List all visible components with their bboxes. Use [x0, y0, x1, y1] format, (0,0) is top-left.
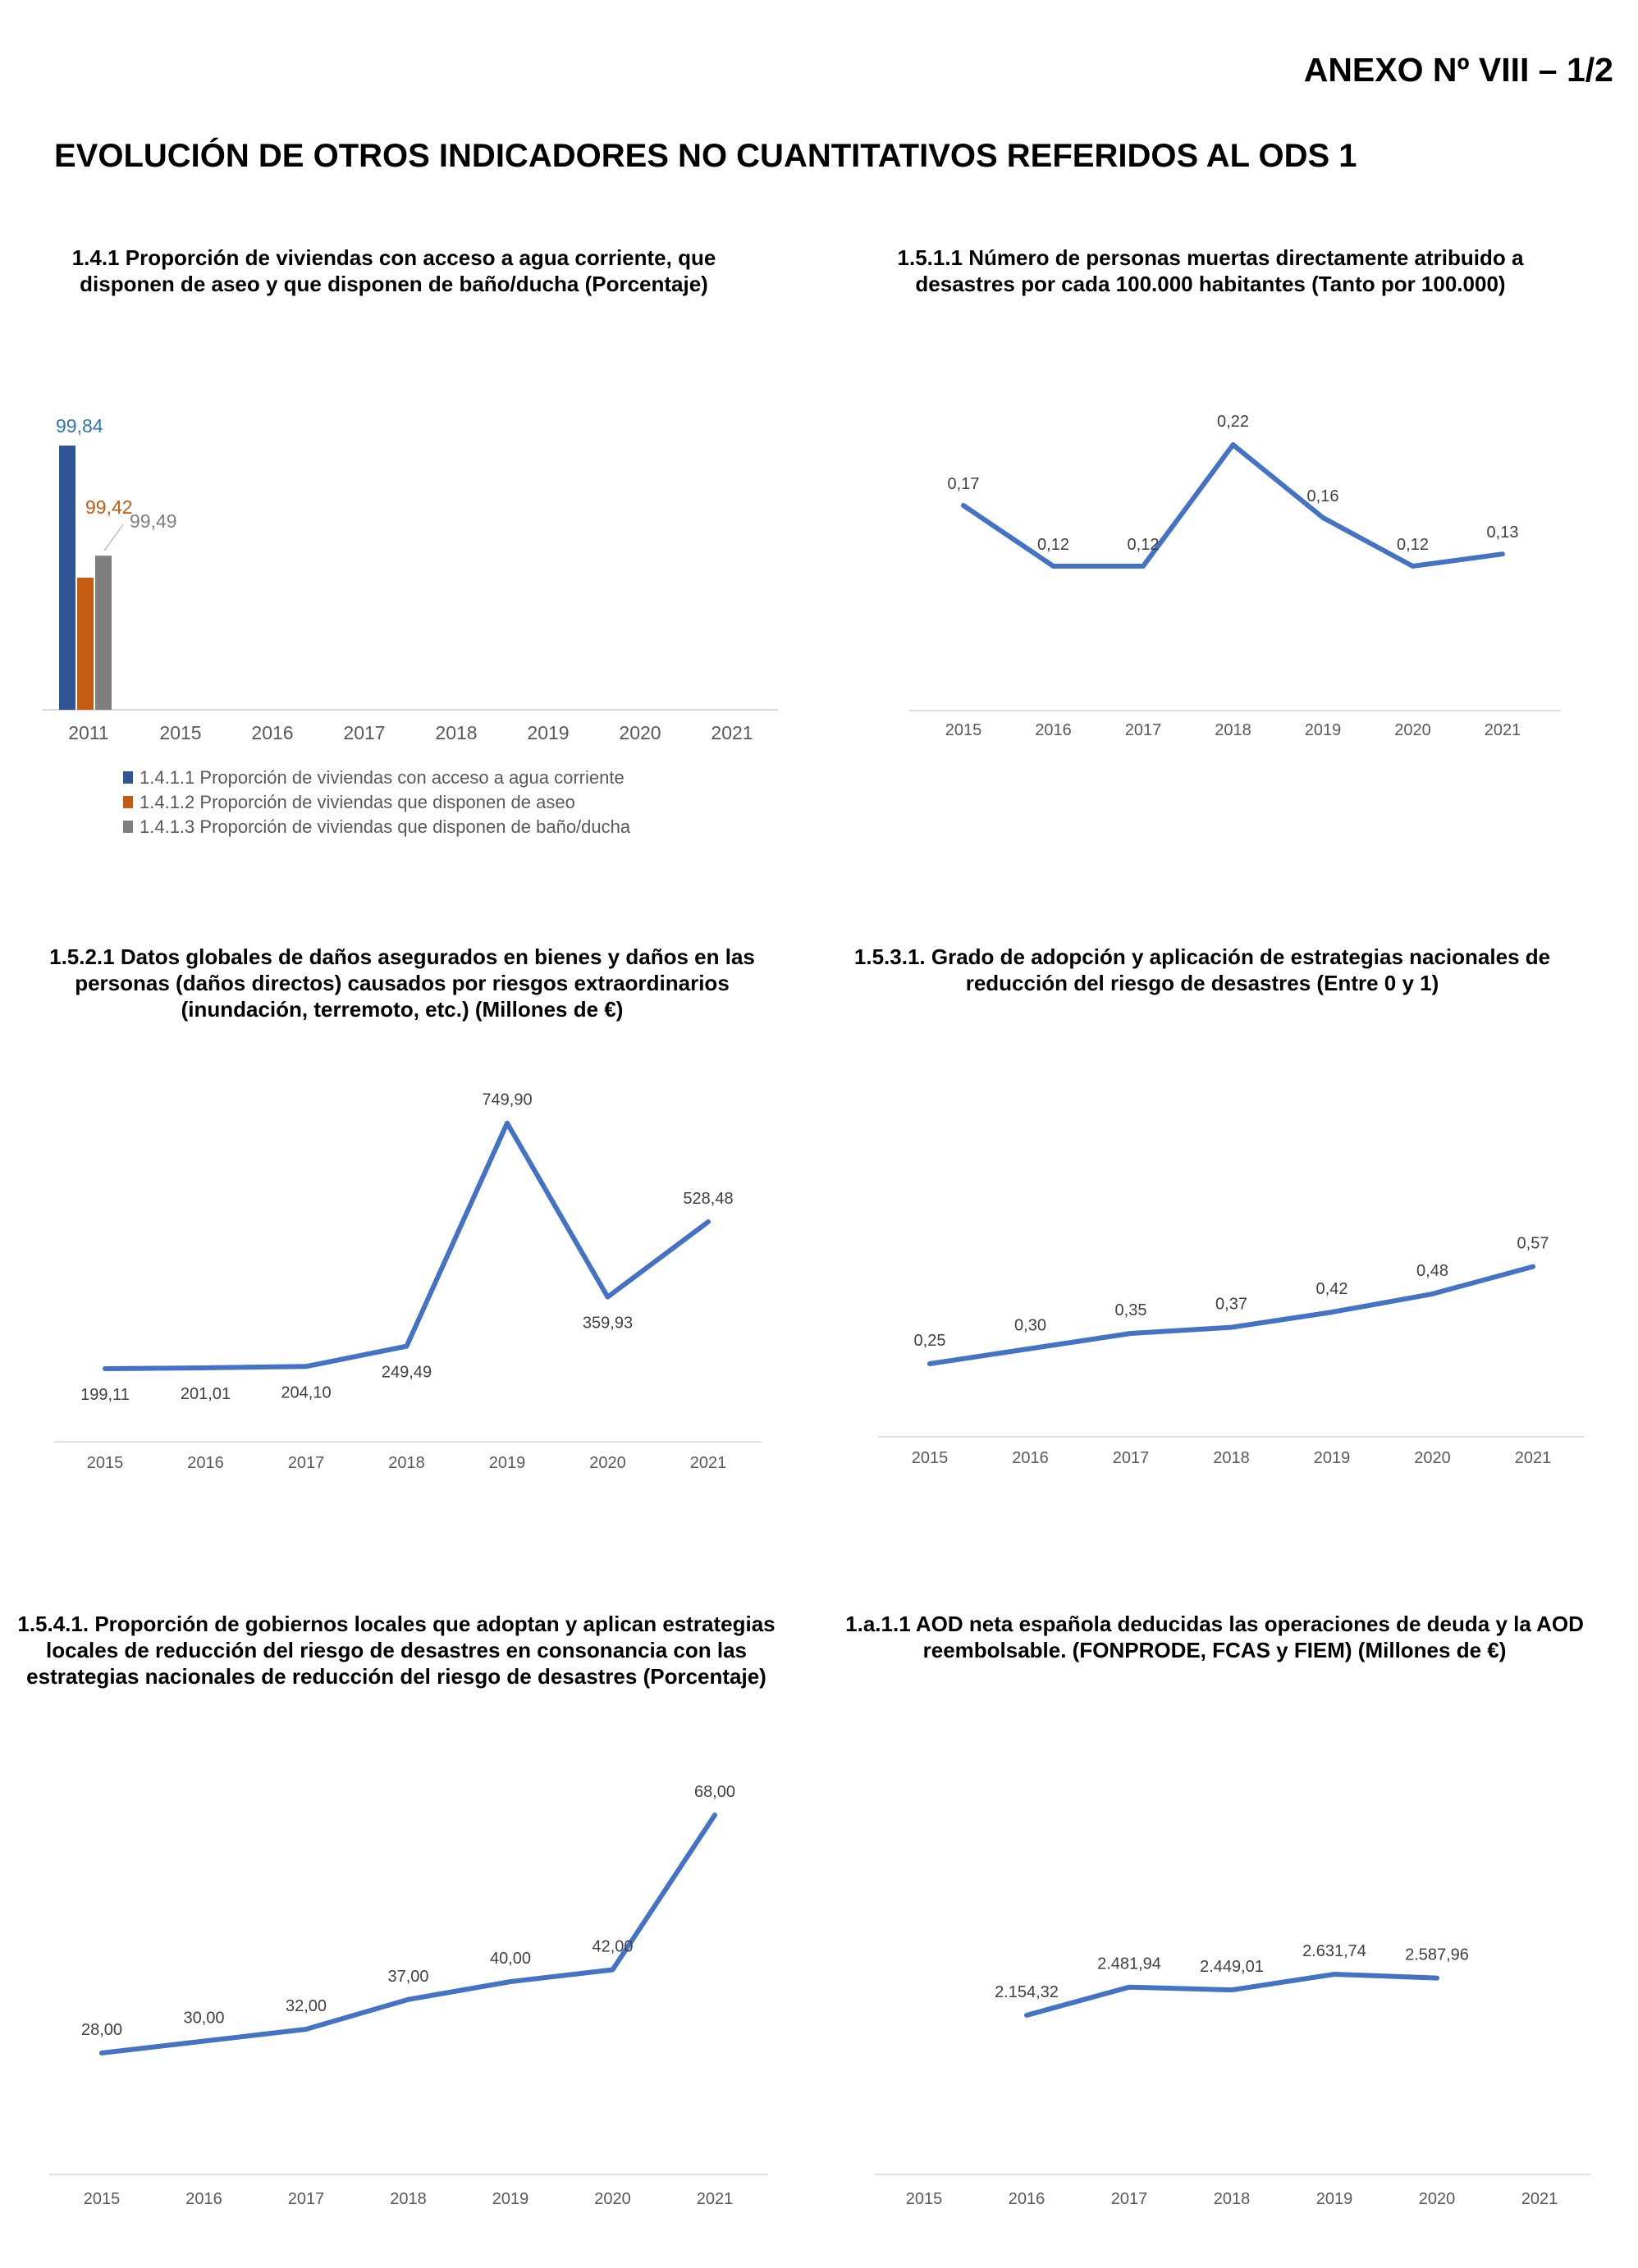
data-label: 99,42	[85, 496, 133, 518]
data-label: 0,37	[1215, 1295, 1247, 1314]
legend-entry: 1.4.1.2 Proporción de viviendas que disponen de aseo	[140, 792, 575, 812]
page-title: EVOLUCIÓN DE OTROS INDICADORES NO CUANTITATIVOS REFERIDOS AL ODS 1	[54, 138, 1357, 174]
legend-entry: 1.4.1.3 Proporción de viviendas que disponen de baño/ducha	[140, 816, 631, 837]
data-label: 99,49	[130, 510, 177, 533]
data-label: 0,57	[1517, 1234, 1549, 1253]
bar	[77, 578, 94, 710]
data-label: 2.449,01	[1200, 1958, 1264, 1977]
leader-line	[104, 524, 123, 551]
data-label: 749,90	[482, 1091, 533, 1109]
data-label: 201,01	[180, 1384, 231, 1403]
chart-title-1-5-4-1: 1.5.4.1. Proporción de gobiernos locales que adoptan y aplican estrategias locales de reducción del riesgo de desastres en consonancia con las estrategias nacionales de reducción del riesgo de desastres (Porcentaje)	[17, 1612, 776, 1689]
data-label: 0,22	[1217, 413, 1249, 431]
chart-title-1-a-1-1: 1.a.1.1 AOD neta española deducidas las operaciones de deuda y la AOD reembolsable. (FONPRODE, FCAS y FIEM) (Millones de €)	[845, 1612, 1584, 1662]
series-line	[1027, 1974, 1437, 2015]
x-tick-label: 2021	[1521, 2190, 1558, 2208]
x-tick-label: 2017	[1124, 721, 1162, 739]
x-tick-label: 2018	[388, 1454, 425, 1472]
chart-title-1-5-2-1: 1.5.2.1 Datos globales de daños asegurados en bienes y daños en las personas (daños directos) causados por riesgos extraordinarios (inundación, terremoto, etc.) (Millones de €)	[49, 944, 755, 1022]
series-line	[930, 1267, 1533, 1364]
data-label: 199,11	[80, 1386, 130, 1404]
data-label: 99,84	[56, 415, 103, 437]
data-label: 40,00	[489, 1950, 532, 1968]
x-tick-label: 2018	[1213, 1449, 1250, 1467]
x-tick-label: 2021	[711, 722, 753, 743]
data-label: 0,42	[1315, 1280, 1348, 1299]
x-tick-label: 2019	[492, 2190, 529, 2208]
x-tick-label: 2016	[1035, 721, 1072, 739]
x-tick-label: 2011	[68, 722, 109, 743]
data-label: 0,48	[1416, 1261, 1448, 1280]
x-tick-label: 2018	[1213, 2190, 1251, 2208]
legend-swatch	[123, 821, 133, 833]
x-tick-label: 2019	[1315, 2190, 1353, 2208]
data-label: 0,25	[913, 1332, 946, 1350]
data-label: 2.481,94	[1097, 1955, 1161, 1973]
data-label: 249,49	[381, 1363, 432, 1382]
data-label: 204,10	[281, 1383, 332, 1402]
x-tick-label: 2018	[1215, 721, 1251, 739]
data-label: 528,48	[683, 1190, 734, 1209]
x-tick-label: 2016	[187, 1454, 224, 1472]
x-tick-label: 2020	[589, 1454, 626, 1472]
x-tick-label: 2020	[619, 722, 661, 743]
x-tick-label: 2015	[159, 722, 202, 743]
x-tick-label: 2015	[945, 721, 982, 739]
x-tick-label: 2017	[1112, 1449, 1150, 1467]
x-tick-label: 2021	[689, 1454, 727, 1472]
data-label: 0,30	[1014, 1316, 1046, 1335]
data-label: 32,00	[285, 1997, 327, 2015]
x-tick-label: 2017	[1110, 2190, 1148, 2208]
x-tick-label: 2018	[435, 722, 478, 743]
x-tick-label: 2021	[696, 2190, 734, 2208]
data-label: 28,00	[80, 2021, 123, 2039]
x-tick-label: 2019	[488, 1454, 526, 1472]
x-tick-label: 2015	[83, 2190, 121, 2208]
x-tick-label: 2017	[287, 1454, 325, 1472]
x-tick-label: 2019	[1313, 1449, 1351, 1467]
x-tick-label: 2020	[1394, 721, 1431, 739]
data-label: 0,13	[1486, 524, 1519, 542]
x-tick-label: 2018	[390, 2190, 427, 2208]
data-label: 0,17	[947, 475, 980, 493]
x-tick-label: 2016	[185, 2190, 222, 2208]
x-tick-label: 2019	[1304, 721, 1342, 739]
x-tick-label: 2015	[86, 1454, 124, 1472]
x-tick-label: 2017	[287, 2190, 325, 2208]
data-label: 0,35	[1114, 1301, 1147, 1319]
data-label: 30,00	[183, 2009, 225, 2028]
legend-swatch	[123, 796, 133, 808]
x-tick-label: 2020	[1418, 2190, 1456, 2208]
x-tick-label: 2016	[1012, 1449, 1049, 1467]
x-tick-label: 2021	[1514, 1449, 1552, 1467]
chart-title-1-4-1: 1.4.1 Proporción de viviendas con acceso a agua corriente, que disponen de aseo y que disponen de baño/ducha (Porcentaje)	[71, 245, 716, 296]
data-label: 0,16	[1306, 487, 1339, 505]
data-label: 0,12	[1127, 536, 1160, 554]
x-tick-label: 2019	[527, 722, 570, 743]
x-tick-label: 2016	[251, 722, 294, 743]
data-label: 359,93	[582, 1314, 634, 1333]
legend-swatch	[123, 771, 133, 784]
x-tick-label: 2016	[1008, 2190, 1045, 2208]
bar	[95, 556, 112, 710]
data-label: 0,12	[1397, 536, 1429, 554]
x-tick-label: 2017	[343, 722, 386, 743]
chart-title-1-5-1-1: 1.5.1.1 Número de personas muertas directamente atribuido a desastres por cada 100.000 habitantes (Tanto por 100.000)	[897, 245, 1524, 296]
data-label: 37,00	[387, 1967, 429, 1986]
x-tick-label: 2021	[1484, 721, 1521, 739]
data-label: 68,00	[693, 1783, 736, 1801]
x-tick-label: 2020	[1414, 1449, 1451, 1467]
data-label: 0,12	[1037, 536, 1069, 554]
x-tick-label: 2015	[911, 1449, 949, 1467]
annex-label: ANEXO Nº VIII – 1/2	[1303, 51, 1613, 89]
data-label: 42,00	[592, 1937, 634, 1956]
x-tick-label: 2020	[594, 2190, 631, 2208]
data-label: 2.631,74	[1302, 1942, 1366, 1961]
data-label: 2.154,32	[995, 1983, 1059, 2001]
bar	[59, 446, 75, 710]
legend-entry: 1.4.1.1 Proporción de viviendas con acceso a agua corriente	[140, 767, 625, 788]
chart-title-1-5-3-1: 1.5.3.1. Grado de adopción y aplicación de estrategias nacionales de reducción del riesgo de desastres (Entre 0 y 1)	[853, 944, 1551, 995]
data-label: 2.587,96	[1405, 1946, 1469, 1964]
x-tick-label: 2015	[905, 2190, 943, 2208]
